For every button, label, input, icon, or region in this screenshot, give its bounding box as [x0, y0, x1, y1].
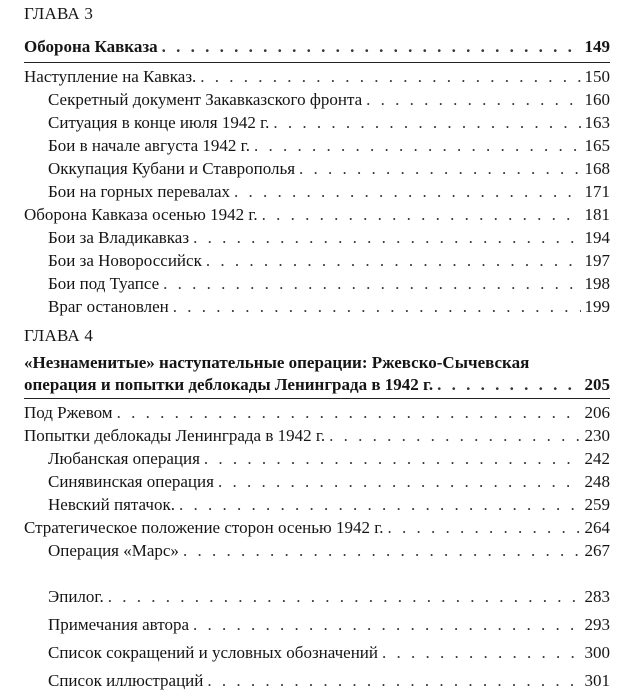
toc-entry-text: Под Ржевом	[24, 403, 113, 422]
leader-dots	[173, 296, 581, 318]
toc-entry-text: Оккупация Кубани и Ставрополья	[48, 159, 296, 178]
leader-dots	[200, 66, 580, 88]
leader-dots	[218, 471, 581, 493]
leader-dots	[117, 402, 581, 424]
leader-dots	[179, 494, 581, 516]
toc-entry-page: 242	[584, 449, 610, 468]
toc-entry-text: Секретный документ Закавказского фронта	[48, 90, 363, 109]
chapter-3-title-page: 149	[584, 37, 610, 56]
toc-entry	[0, 158, 610, 180]
toc-entry-text: Бои за Владикавказ	[48, 228, 190, 247]
chapter-4-title-line-1: «Незнаменитые» наступательные операции: Ржевско-Сычевская	[24, 353, 530, 372]
leader-dots	[206, 250, 581, 272]
toc-entry	[0, 670, 610, 692]
toc-entry-page: 301	[584, 671, 610, 690]
toc-entry-text: Примечания автора	[48, 615, 190, 634]
toc-entry	[0, 181, 610, 203]
chapter-3-title: Оборона Кавказа	[24, 37, 158, 56]
toc-entry-page: 168	[584, 159, 610, 178]
toc-entry-page: 197	[584, 251, 610, 270]
toc-entry	[0, 517, 610, 539]
toc-entry	[0, 273, 610, 295]
leader-dots	[207, 670, 580, 692]
toc-entry-text: Невский пятачок.	[48, 495, 175, 514]
leader-dots	[329, 425, 580, 447]
chapter-4-title-line-2: операция и попытки деблокады Ленинграда в 1942 г.	[24, 375, 434, 394]
toc-entry	[0, 614, 610, 636]
chapter-3-heading: ГЛАВА 3	[24, 4, 94, 23]
toc-entry-text: Стратегическое положение сторон осенью 1942 г.	[24, 518, 384, 537]
toc-entry-text: Синявинская операция	[48, 472, 214, 491]
toc-entry	[0, 112, 610, 134]
leader-dots	[273, 112, 580, 134]
toc-entry	[0, 586, 610, 608]
toc-entry-text: Любанская операция	[48, 449, 200, 468]
toc-entry-text: Операция «Марс»	[48, 541, 179, 560]
toc-entry-text: Список иллюстраций	[48, 671, 204, 690]
toc-entry	[0, 296, 610, 318]
toc-entry-text: Попытки деблокады Ленинграда в 1942 г.	[24, 426, 326, 445]
toc-entry-page: 293	[584, 615, 610, 634]
chapter-4-heading: ГЛАВА 4	[24, 326, 94, 345]
leader-dots	[366, 89, 580, 111]
toc-entry-page: 163	[584, 113, 610, 132]
toc-entry-text: Наступление на Кавказ.	[24, 67, 197, 86]
chapter-4-rule	[24, 398, 610, 399]
toc-entry-page: 171	[584, 182, 610, 201]
toc-entry-page: 150	[584, 67, 610, 86]
toc-entry-page: 259	[584, 495, 610, 514]
leader-dots	[108, 586, 581, 608]
leader-dots	[162, 36, 581, 58]
leader-dots	[262, 204, 581, 226]
toc-entry-page: 230	[584, 426, 610, 445]
toc-entry-page: 181	[584, 205, 610, 224]
toc-entry	[0, 204, 610, 226]
toc-entry	[0, 448, 610, 470]
toc-entry-text: Оборона Кавказа осенью 1942 г.	[24, 205, 258, 224]
toc-entry	[0, 642, 610, 664]
leader-dots	[204, 448, 581, 470]
toc-entry-text: Бои за Новороссийск	[48, 251, 202, 270]
toc-entry-page: 160	[584, 90, 610, 109]
toc-entry-text: Бои на горных перевалах	[48, 182, 231, 201]
leader-dots	[299, 158, 580, 180]
toc-entry-text: Враг остановлен	[48, 297, 169, 316]
chapter-3-title-row	[0, 36, 610, 58]
toc-entry	[0, 540, 610, 562]
toc-entry	[0, 66, 610, 88]
toc-entry	[0, 250, 610, 272]
toc-entry-page: 267	[584, 541, 610, 560]
chapter-4-title-row	[0, 374, 610, 396]
toc-entry-page: 199	[584, 297, 610, 316]
toc-entry-page: 194	[584, 228, 610, 247]
leader-dots	[382, 642, 580, 664]
toc-entry-text: Список сокращений и условных обозначений	[48, 643, 379, 662]
toc-entry	[0, 494, 610, 516]
leader-dots	[437, 374, 580, 396]
toc-entry-text: Бои в начале августа 1942 г.	[48, 136, 250, 155]
chapter-3-rule	[24, 62, 610, 63]
toc-entry	[0, 89, 610, 111]
toc-entry-page: 198	[584, 274, 610, 293]
leader-dots	[234, 181, 580, 203]
toc-entry	[0, 425, 610, 447]
toc-entry-page: 300	[584, 643, 610, 662]
toc-entry-page: 264	[584, 518, 610, 537]
leader-dots	[388, 517, 581, 539]
toc-entry	[0, 227, 610, 249]
leader-dots	[254, 135, 581, 157]
toc-entry	[0, 471, 610, 493]
toc-entry-page: 206	[584, 403, 610, 422]
toc-entry-text: Ситуация в конце июля 1942 г.	[48, 113, 270, 132]
toc-entry-text: Эпилог.	[48, 587, 104, 606]
toc-entry-page: 248	[584, 472, 610, 491]
toc-entry	[0, 135, 610, 157]
leader-dots	[183, 540, 581, 562]
toc-entry-text: Бои под Туапсе	[48, 274, 160, 293]
toc-entry	[0, 402, 610, 424]
leader-dots	[163, 273, 580, 295]
leader-dots	[193, 227, 580, 249]
leader-dots	[193, 614, 580, 636]
toc-entry-page: 165	[584, 136, 610, 155]
toc-entry-page: 283	[584, 587, 610, 606]
chapter-4-title-page: 205	[584, 375, 610, 394]
